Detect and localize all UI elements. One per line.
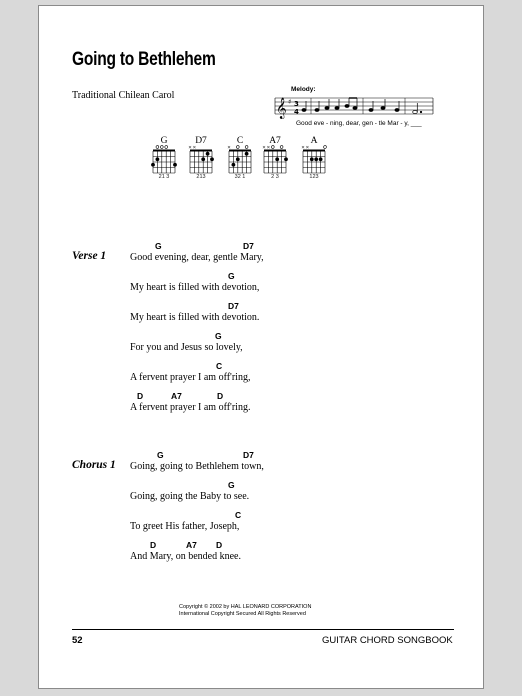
book-title: GUITAR CHORD SONGBOOK (322, 635, 453, 646)
svg-text:×: × (262, 145, 266, 151)
svg-text:3: 3 (294, 100, 299, 108)
song-subtitle: Traditional Chilean Carol (72, 90, 175, 101)
svg-text:×: × (305, 145, 310, 151)
chord-symbol: D (150, 540, 157, 550)
chord-symbol: D (216, 540, 223, 550)
chord-symbol: D7 (243, 241, 254, 251)
chord-symbol: C (216, 361, 223, 371)
chord-symbol: G (157, 450, 164, 460)
chord-grid-icon (229, 146, 255, 176)
lyric-line: My heart is filled with devotion, (130, 282, 260, 293)
chord-grid-icon (153, 146, 179, 176)
chord-symbol: D7 (243, 450, 254, 460)
chord-symbol: A7 (171, 391, 182, 401)
lyric-line: Going, going to Bethlehem town, (130, 461, 264, 472)
melody-lyric: Good eve - ning, dear, gen - tle Mar - y, ___ (296, 120, 422, 127)
svg-text:×: × (192, 145, 197, 151)
chord-diagram-fingering: 21 3 (158, 174, 170, 180)
lyric-line: My heart is filled with devotion. (130, 312, 260, 323)
verse-label: Verse 1 (72, 250, 107, 262)
chord-symbol: G (228, 480, 235, 490)
chord-diagram-fingering: 2 3 (271, 174, 279, 180)
song-title: Going to Bethlehem (72, 49, 216, 70)
chorus-label: Chorus 1 (72, 459, 116, 471)
melody-staff (275, 93, 435, 119)
svg-text:×: × (227, 145, 231, 151)
chord-symbol: C (235, 510, 242, 520)
chord-symbol: D (217, 391, 224, 401)
svg-text:×: × (301, 145, 305, 151)
chord-diagram-name: D7 (195, 136, 207, 146)
lyric-line: A fervent prayer I am off'ring, (130, 372, 251, 383)
chord-diagram-name: C (236, 136, 244, 146)
page-number: 52 (72, 635, 83, 646)
melody-label: Melody: (291, 86, 316, 93)
footer-rule (72, 629, 454, 630)
chord-diagram-name: A (310, 136, 318, 146)
chord-symbol: G (228, 271, 235, 281)
chord-symbol: G (155, 241, 162, 251)
chord-diagram-fingering: 213 (196, 174, 206, 180)
lyric-line: A fervent prayer I am off'ring. (130, 402, 251, 413)
chord-grid-icon (190, 146, 216, 176)
copyright-line-2: International Copyright Secured All Rights Reserved (179, 611, 306, 617)
svg-text:×: × (266, 145, 271, 151)
lyric-line: And Mary, on bended knee. (130, 551, 241, 562)
chord-diagram-name: A7 (269, 136, 281, 146)
lyric-line: For you and Jesus so lovely, (130, 342, 243, 353)
chord-grid-icon (264, 146, 290, 176)
chord-symbol: G (215, 331, 222, 341)
chord-grid-icon (303, 146, 329, 176)
chord-symbol: D7 (228, 301, 239, 311)
svg-text:4: 4 (294, 108, 299, 116)
chord-symbol: D (137, 391, 144, 401)
chord-diagram-fingering: 32 1 (234, 174, 246, 180)
svg-text:♯: ♯ (288, 98, 292, 106)
lyric-line: Good evening, dear, gentle Mary, (130, 252, 264, 263)
chord-symbol: A7 (186, 540, 197, 550)
chord-diagram-name: G (160, 136, 168, 146)
svg-text:×: × (188, 145, 192, 151)
sheet-page (38, 5, 484, 689)
treble-clef-icon: 𝄞 (276, 98, 287, 119)
lyric-line: To greet His father, Joseph, (130, 521, 240, 532)
chord-diagram-fingering: 123 (309, 174, 319, 180)
lyric-line: Going, going the Baby to see. (130, 491, 250, 502)
copyright-line-1: Copyright © 2002 by HAL LEONARD CORPORATION (179, 604, 312, 610)
